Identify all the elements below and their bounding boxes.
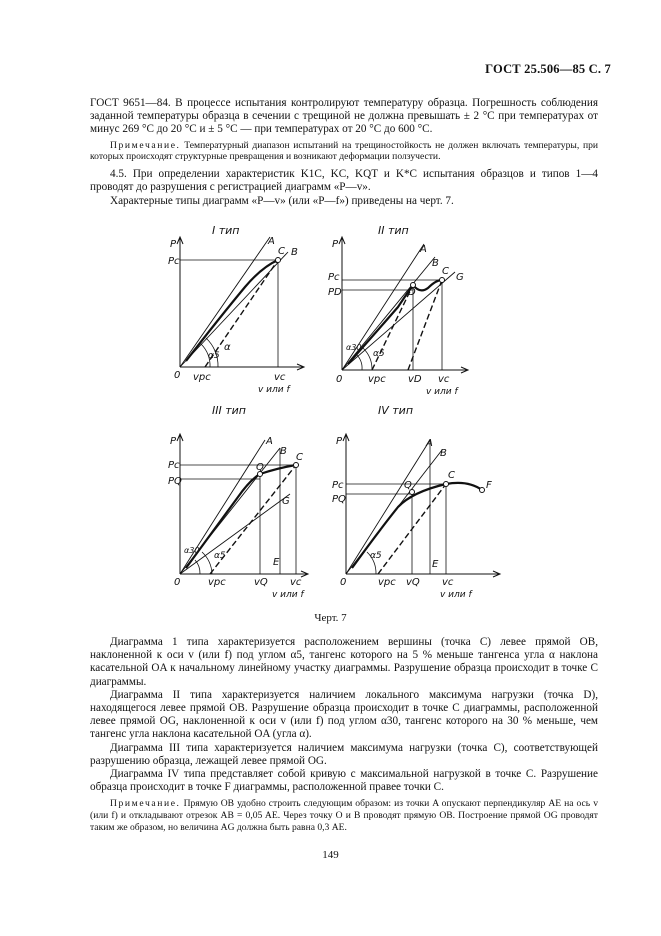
d4-B-label: B (440, 448, 447, 459)
d1-title: I тип (212, 224, 240, 237)
d1-C-label: C (278, 246, 285, 257)
d3-a5-label: α5 (214, 551, 226, 561)
d2-vD-label: vD (408, 374, 422, 385)
d2-a30-label: α30 (346, 343, 362, 352)
note-1-text: Температурный диапазон испытаний на трещиностойкость не должен включать температуры, при которых происходят структурные превращения и возникают деформации ползучести. (90, 139, 599, 163)
note-1-label: Примечание. (110, 139, 181, 151)
d4-line-OA (346, 440, 430, 574)
d4-title: IV тип (378, 404, 414, 417)
d2-B-label: B (432, 258, 439, 269)
note-2 (90, 798, 598, 833)
d2-P-label: P (332, 239, 339, 250)
d4-vQ-label: vQ (406, 577, 420, 588)
d1-B-label: B (291, 247, 298, 258)
d2-axis-label: v или f (426, 387, 458, 397)
d2-vpc-label: vpc (368, 374, 386, 385)
diagram-figure (150, 222, 520, 602)
d3-Q-label: Q (256, 462, 264, 473)
diagram-type-3 (168, 404, 308, 600)
d2-line-OB (342, 257, 435, 370)
text-block-bottom (90, 636, 598, 833)
d4-C-label: C (448, 470, 455, 481)
figure-caption: Черт. 7 (314, 612, 347, 624)
d2-C-label: C (442, 266, 449, 277)
d2-G-label: G (456, 272, 464, 283)
diagram-type-2 (328, 224, 468, 397)
d4-Pc-label: Pc (332, 480, 344, 491)
d4-axis-label: v или f (440, 590, 472, 600)
d3-title: III тип (212, 404, 246, 417)
d4-Q-label: Q (404, 480, 412, 491)
diagram-type-1 (168, 224, 304, 395)
d1-Pc-label: Pc (168, 256, 180, 267)
diagram-svg (150, 222, 520, 602)
d2-Pc-label: Pc (328, 272, 340, 283)
d4-vpc-label: vpc (378, 577, 396, 588)
d1-alpha5-label: α5 (208, 351, 220, 361)
d4-P-label: P (336, 436, 343, 447)
d1-origin-label: 0 (174, 370, 181, 381)
d3-vpc-label: vpc (208, 577, 226, 588)
d3-B-label: B (280, 446, 287, 457)
d2-line-OG (342, 272, 455, 370)
d3-axis-label: v или f (272, 590, 304, 600)
d4-a5-label: α5 (370, 551, 382, 561)
d1-vpc-label: vpc (193, 372, 211, 383)
d2-curve (348, 280, 442, 364)
note-1 (90, 140, 598, 163)
d2-origin-label: 0 (336, 374, 343, 385)
note-2-label: Примечание. (110, 798, 181, 810)
d3-P-label: P (170, 436, 177, 447)
d2-title: II тип (378, 224, 409, 237)
page-number: 149 (322, 849, 339, 861)
diagram-type-4 (332, 404, 500, 600)
paragraph-4-5: 4.5. При определении характеристик K1C, KC, KQT и K*C испытания образцов и типов 1—4 проводят до разрушения с регистрацией диаграмм «P—v». (90, 167, 598, 193)
page-header: ГОСТ 25.506—85 С. 7 (485, 62, 611, 76)
d3-E-label: E (273, 557, 280, 568)
d2-PD-label: PD (328, 287, 342, 298)
d3-PQ-label: PQ (168, 476, 182, 487)
d3-vc-label: vc (290, 577, 302, 588)
d2-vc-label: vc (438, 374, 450, 385)
d1-axis-label: v или f (258, 385, 290, 395)
d4-vc-label: vc (442, 577, 454, 588)
d3-a30-label: α30 (184, 546, 200, 555)
d2-A-label: A (420, 244, 427, 255)
d3-C-label: C (296, 452, 303, 463)
paragraph-types: Характерные типы диаграмм «P—v» (или «P—f») приведены на черт. 7. (110, 195, 454, 208)
d1-alpha-label: α (224, 342, 231, 353)
paragraph-temperature: ГОСТ 9651—84. В процессе испытания контролируют температуру образца. Погрешность соблюдения заданной температуры образца в сечении с трещиной не должна превышать ± 2 °С при температурах от минус 269 °С до 20 °С и ± 5 °С — при температурах от 20 °С до 600 °С. (90, 97, 598, 136)
note-2-text: Прямую OB удобно строить следующим образом: из точки A опускают перпендикуляр AE на ось v (или f) и откладывают отрезок AB = 0,05 AE. Через точку O и B проводят прямую OB. Построение прямой OG проводят таким же образом, но величина AG должна быть равна 0,3 AE. (90, 798, 598, 833)
d2-D-label: D (408, 287, 416, 298)
d3-vQ-label: vQ (254, 577, 268, 588)
d1-A-label: A (268, 236, 275, 247)
d4-F-label: F (486, 480, 492, 491)
paragraph-type-4: Диаграмма IV типа представляет собой кривую с максимальной нагрузкой в точке C. Разрушение образца происходит в точке F диаграммы, расположенной правее точки C. (90, 768, 598, 794)
d4-A-label: A (426, 438, 433, 449)
d3-origin-label: 0 (174, 577, 181, 588)
d4-E-label: E (432, 559, 439, 570)
paragraph-type-3: Диаграмма III типа характеризуется наличием максимума нагрузки (точка C), соответствующей разрушению образца, лежащей левее прямой OG. (90, 741, 598, 767)
paragraph-type-2: Диаграмма II типа характеризуется наличием локального максимума нагрузки (точка D), находящегося левее прямой OB. Разрушение образца происходит в точке C диаграммы, расположенной левее прямой OG, наклоненной к оси v (или f) под углом α30, тангенс которого на 30 % меньше, чем тангенс угла наклона касательной OA (угла α). (90, 688, 598, 741)
paragraph-type-1: Диаграмма 1 типа характеризуется расположением вершины (точка C) левее прямой OB, наклоненной к оси v (или f) под углом α5, тангенс которого на 5 % меньше тангенса угла α наклона касательной OA к начальному линейному участку диаграммы. Разрушение образца происходит в точке C диаграммы. (90, 636, 598, 688)
d2-a5-label: α5 (373, 349, 385, 359)
d4-PQ-label: PQ (332, 494, 346, 505)
d4-origin-label: 0 (340, 577, 347, 588)
d1-vc-label: vc (274, 372, 286, 383)
d1-P-label: P (170, 239, 177, 250)
d3-A-label: A (266, 436, 273, 447)
text-block-top (90, 97, 598, 208)
d3-G-label: G (282, 496, 290, 507)
d3-Pc-label: Pc (168, 460, 180, 471)
